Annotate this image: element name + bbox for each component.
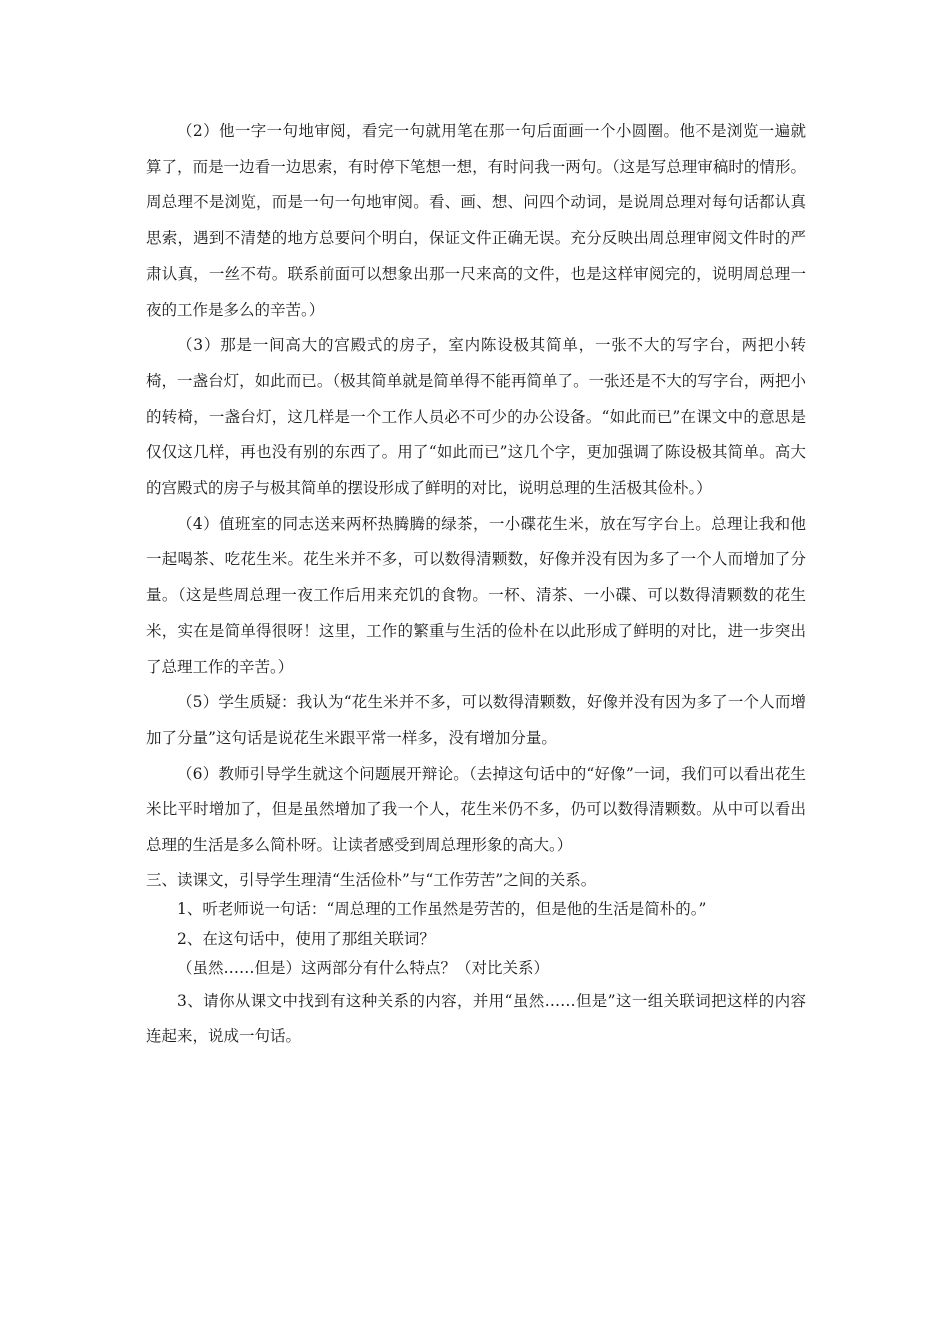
document-body [146,114,806,1055]
step-2-answer: （虽然……但是）这两部分有什么特点？（对比关系） [177,959,550,978]
paragraph-5-question: （5）学生质疑：我认为“花生米并不多，可以数得清颗数，好像并没有因为多了一个人而增加了分量”这句话是说花生米跟平常一样多，没有增加分量。 [146,693,806,747]
paragraph-3-room: （3）那是一间高大的宫殿式的房子，室内陈设极其简单，一张不大的写字台，两把小转椅，一盏台灯，如此而已。（极其简单就是简单得不能再简单了。一张还是不大的写字台，两把小的转椅，一盏台灯，这几样是一个工作人员必不可少的办公设备。“如此而已”在课文中的意思是仅仅这几样，再也没有别的东西了。用了“如此而已”这几个字，更加强调了陈设极其简单。高大的宫殿式的房子与极其简单的摆设形成了鲜明的对比，说明总理的生活极其俭朴。） [146,336,806,498]
paragraph-4-peanuts: （4）值班室的同志送来两杯热腾腾的绿茶，一小碟花生米，放在写字台上。总理让我和他一起喝茶、吃花生米。花生米并不多，可以数得清颗数，好像并没有因为多了一个人而增加了分量。（这是些周总理一夜工作后用来充饥的食物。一杯、清茶、一小碟、可以数得清颗数的花生米，实在是简单得很呀！这里，工作的繁重与生活的俭朴在以此形成了鲜明的对比，进一步突出了总理工作的辛苦。） [146,514,806,676]
step-3: 3、请你从课文中找到有这种关系的内容，并用“虽然……但是”这一组关联词把这样的内容连起来，说成一句话。 [146,991,806,1046]
section-3-heading: 三、读课文，引导学生理清“生活俭朴”与“工作劳苦”之间的关系。 [146,870,597,889]
step-1: 1、听老师说一句话：“周总理的工作虽然是劳苦的，但是他的生活是简朴的。” [177,900,707,919]
step-2: 2、在这句话中，使用了那组关联词？ [177,929,435,948]
paragraph-2-review: （2）他一字一句地审阅，看完一句就用笔在那一句后面画一个小圆圈。他不是浏览一遍就算了，而是一边看一边思索，有时停下笔想一想，有时问我一两句。（这是写总理审稿时的情形。周总理不是浏览，而是一句一句地审阅。看、画、想、问四个动词，是说周总理对每句话都认真思索，遇到不清楚的地方总要问个明白，保证文件正确无误。充分反映出周总理审阅文件时的严肃认真，一丝不苟。联系前面可以想象出那一尺来高的文件，也是这样审阅完的，说明周总理一夜的工作是多么的辛苦。） [146,122,806,319]
paragraph-6-debate: （6）教师引导学生就这个问题展开辩论。（去掉这句话中的“好像”一词，我们可以看出花生米比平时增加了，但是虽然增加了我一个人，花生米仍不多，仍可以数得清颗数。从中可以看出总理的生活是多么简朴呀。让读者感受到周总理形象的高大。） [146,764,806,855]
